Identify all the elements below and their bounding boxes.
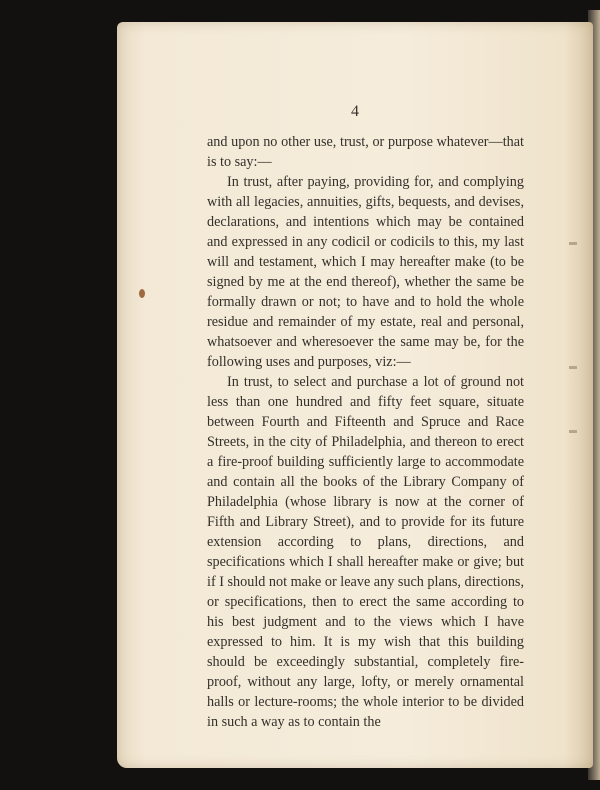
- page-tab-mark: [569, 366, 577, 369]
- paragraph: In trust, after paying, providing for, and complying with all legacies, annuities, gifts, bequests, and devises, declarations, and intentions which may be contained and expressed in any codicil or codicils to this, my last will and testament, which I may hereafter make (to be signed by me at the end thereof), whether the same be formally drawn or not; to have and to hold the whole residue and remainder of my estate, real and personal, whatsoever and wheresoever the same may be, for the following uses and purposes, viz:—: [207, 174, 524, 370]
- page-tab-mark: [569, 430, 577, 433]
- book-page: [117, 22, 593, 768]
- page-tab-mark: [569, 242, 577, 245]
- paragraph: In trust, to select and purchase a lot of ground not less than one hundred and fifty feet square, situate between Fourth and Fifteenth and Spruce and Race Streets, in the city of Philadelphia, and thereon to erect a fire-proof building sufficiently large to accommodate and contain all the books of the Library Company of Philadelphia (whose library is now at the corner of Fifth and Library Street), and to provide for its future extension according to plans, directions, and specifications which I shall hereafter make or give; but if I should not make or leave any such plans, directions, or specifications, then to erect the same according to his best judgment and to the views which I have expressed to him. It is my wish that this building should be exceedingly substantial, completely fire-proof, without any large, lofty, or merely ornamental halls or lecture-rooms; the whole interior to be divided in such a way as to contain the: [207, 374, 524, 730]
- ink-stain: [139, 289, 145, 298]
- paragraph: and upon no other use, trust, or purpose whatever—that is to say:—: [207, 134, 524, 170]
- body-text: [207, 132, 524, 732]
- page-number: 4: [351, 103, 359, 120]
